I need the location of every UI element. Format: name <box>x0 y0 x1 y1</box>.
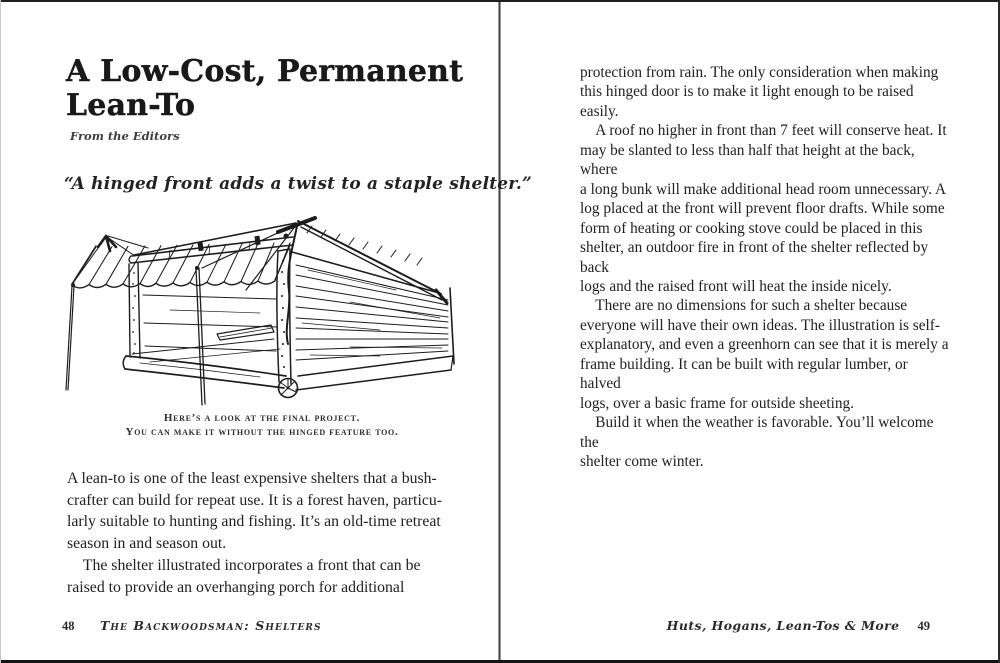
body-line: larly suitable to hunting and fishing. It’s an old-time retreat <box>67 513 441 531</box>
byline: From the Editors <box>70 129 180 143</box>
pull-quote: “A hinged front adds a twist to a staple shelter.” <box>64 174 532 194</box>
footer-left <box>62 618 322 634</box>
body-line: logs and the raised front will heat the inside nicely. <box>580 277 892 295</box>
body-line: raised to provide an overhanging porch for additional <box>67 578 405 596</box>
body-line: A lean-to is one of the least expensive shelters that a bush- <box>67 470 437 487</box>
body-line: shelter come winter. <box>580 453 704 471</box>
page-title-line: A Low-Cost, Permanent <box>66 54 464 89</box>
body-line: logs, over a basic frame for outside sheeting. <box>580 394 854 412</box>
illustration-caption <box>58 412 466 439</box>
body-line: season in and season out. <box>67 535 227 553</box>
body-line: everyone will have their own ideas. The illustration is self- <box>580 316 940 334</box>
body-line: There are no dimensions for such a shelter because <box>580 297 908 315</box>
body-line: frame building. It can be built with regular lumber, or halved <box>580 355 912 393</box>
body-line: form of heating or cooking stove could be placed in this <box>580 219 923 237</box>
body-line: a long bunk will make additional head room unnecessary. A <box>580 180 947 198</box>
page-number-left: 48 <box>62 619 75 633</box>
footer-right <box>580 618 930 634</box>
illustration-base-log <box>123 356 453 398</box>
page-title <box>66 55 476 123</box>
body-line: A roof no higher in front than 7 feet will conserve heat. It <box>580 122 947 140</box>
body-line: protection from rain. The only consideration when making <box>580 64 939 81</box>
caption-line: Here’s a look at the final project. <box>163 412 361 424</box>
illustration-interior <box>132 295 280 362</box>
body-line: The shelter illustrated incorporates a front that can be <box>67 556 421 574</box>
illustration-side-wall <box>292 252 454 364</box>
illustration-support-poles <box>66 266 205 405</box>
body-line: log placed at the front will prevent floor drafts. While some <box>580 200 945 218</box>
body-line: Build it when the weather is favorable. You’ll welcome the <box>580 414 938 451</box>
scan-edge-left <box>0 0 1 663</box>
body-text-left <box>67 468 477 598</box>
caption-line: You can make it without the hinged feature too. <box>125 425 399 438</box>
lean-to-illustration <box>50 206 478 410</box>
body-text-right <box>580 63 950 472</box>
running-title-left: The Backwoodsman: Shelters <box>100 618 322 633</box>
body-line: may be slanted to less than half that height at the back, where <box>580 141 919 179</box>
illustration-posts <box>129 249 291 384</box>
body-line: crafter can build for repeat use. It is a forest haven, particu- <box>67 491 442 509</box>
body-line: this hinged door is to make it light enough to be raised easily. <box>580 83 918 120</box>
body-line: shelter, an outdoor fire in front of the shelter reflected by back <box>580 239 932 276</box>
body-line: explanatory, and even a greenhorn can see that it is merely a <box>580 336 949 354</box>
page-title-line: Lean-To <box>66 88 196 123</box>
page-number-right: 49 <box>917 619 930 633</box>
running-title-right: Huts, Hogans, Lean-Tos & More <box>666 618 900 633</box>
page-gutter <box>498 2 501 660</box>
